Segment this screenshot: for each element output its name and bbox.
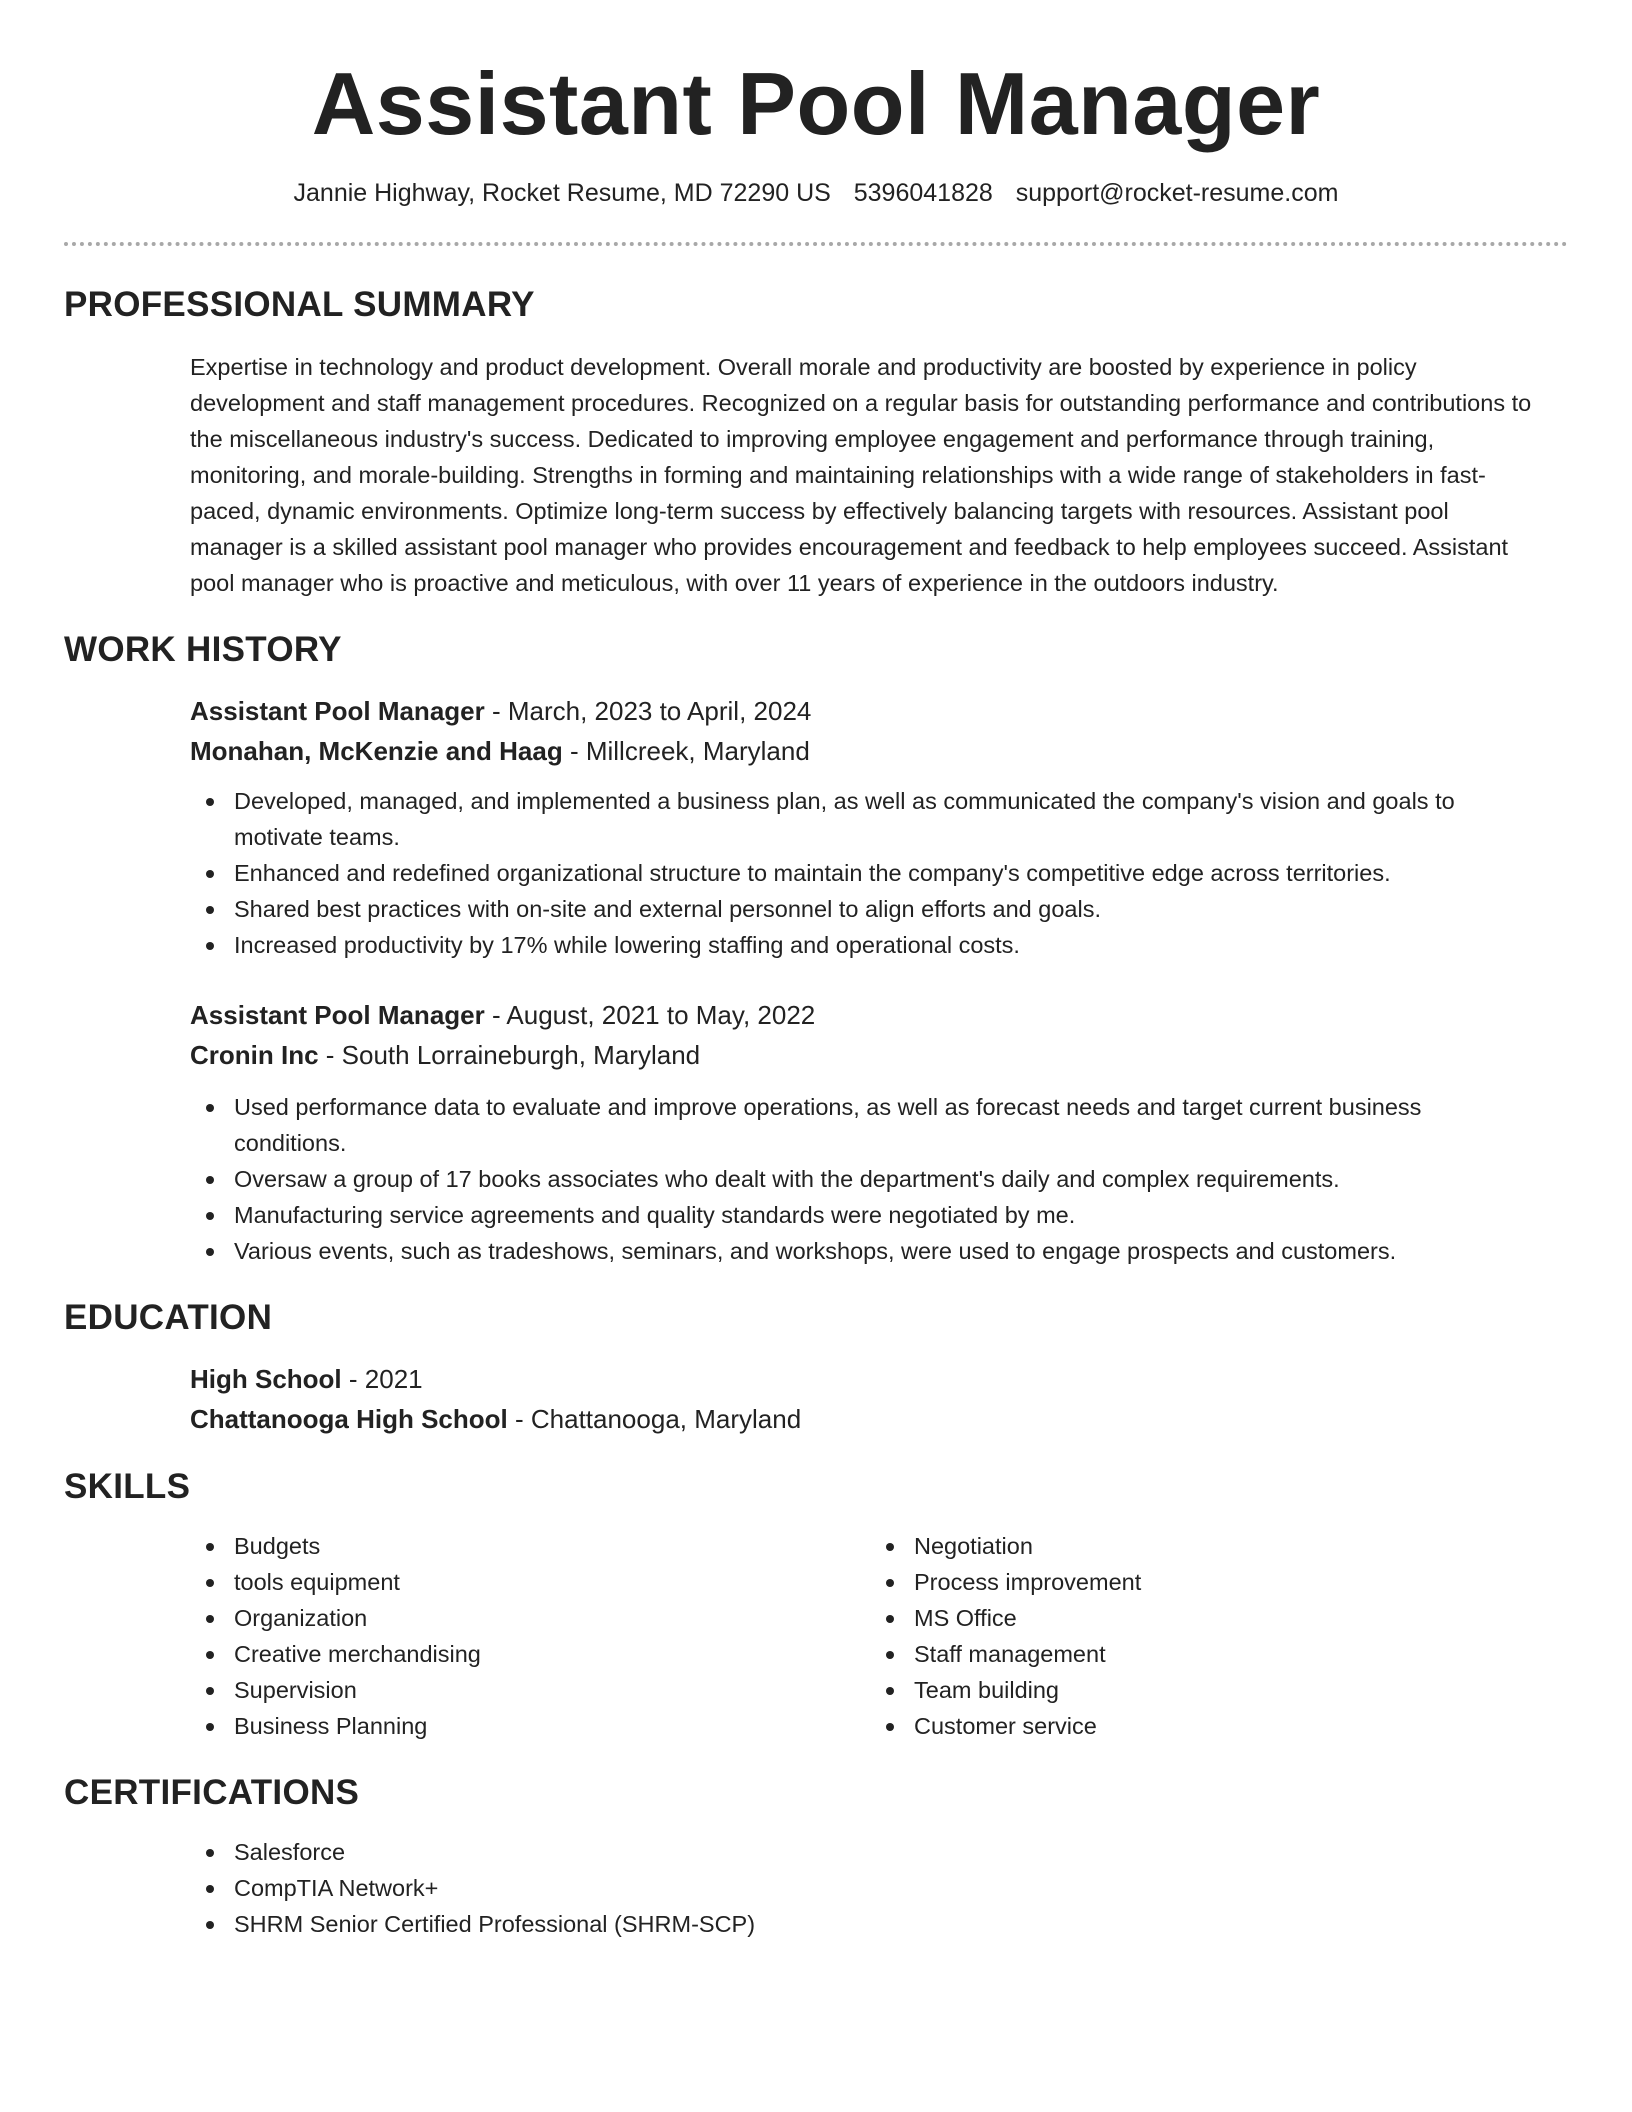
list-item: Staff management: [870, 1636, 1540, 1672]
summary-text: Expertise in technology and product development. Overall morale and productivity are boosted by experience in policy development and staff management procedures. Recognized on a regular basis for outstanding performance and contributions to the miscellaneous industry's success. Dedicated to improving employee engagement and performance through training, monitoring, and morale-building. Strengths in forming and maintaining relationships with a wide range of stakeholders in fast-paced, dynamic environments. Optimize long-term success by effectively balancing targets with resources. Assistant pool manager is a skilled assistant pool manager who provides encouragement and feedback to help employees succeed. Assistant pool manager who is proactive and meticulous, with over 11 years of experience in the outdoors industry.: [190, 354, 1532, 596]
education-school-line: [190, 1399, 1540, 1439]
job-entry: [190, 995, 1540, 1269]
job-company: Monahan, McKenzie and Haag: [190, 736, 563, 766]
list-item: Organization: [190, 1600, 870, 1636]
list-item: Developed, managed, and implemented a business plan, as well as communicated the company's vision and goals to motivate teams.: [190, 783, 1540, 855]
list-item: Supervision: [190, 1672, 870, 1708]
education-degree: High School: [190, 1364, 342, 1394]
list-item: tools equipment: [190, 1564, 870, 1600]
job-bullets: [190, 783, 1540, 963]
list-item: CompTIA Network+: [190, 1870, 1540, 1906]
contact-email: support@rocket-resume.com: [1015, 179, 1339, 207]
education-school: Chattanooga High School: [190, 1404, 508, 1434]
summary-heading: PROFESSIONAL SUMMARY: [64, 285, 535, 324]
summary-section: [64, 349, 1568, 601]
job-role: Assistant Pool Manager: [190, 1000, 485, 1030]
list-item: Business Planning: [190, 1708, 870, 1744]
list-item: Used performance data to evaluate and improve operations, as well as forecast needs and target current business conditions.: [190, 1089, 1540, 1161]
list-item: Shared best practices with on-site and external personnel to align efforts and goals.: [190, 891, 1540, 927]
certifications-section: [64, 1834, 1568, 1942]
list-item: SHRM Senior Certified Professional (SHRM-SCP): [190, 1906, 1540, 1942]
contact-phone: 5396041828: [853, 179, 993, 207]
list-item: Manufacturing service agreements and quality standards were negotiated by me.: [190, 1197, 1540, 1233]
certifications-heading: CERTIFICATIONS: [64, 1773, 360, 1812]
job-bullets: [190, 1089, 1540, 1269]
job-entry: [190, 691, 1540, 963]
education-location: - Chattanooga, Maryland: [507, 1404, 802, 1434]
job-company-line: [190, 1035, 1540, 1075]
header-divider: [64, 242, 1568, 246]
skills-heading: SKILLS: [64, 1467, 191, 1506]
job-title-line: [190, 691, 1540, 731]
work-history-section: [64, 691, 1568, 1269]
work-history-heading: WORK HISTORY: [64, 630, 342, 669]
list-item: Enhanced and redefined organizational structure to maintain the company's competitive edge across territories.: [190, 855, 1540, 891]
list-item: Various events, such as tradeshows, seminars, and workshops, were used to engage prospects and customers.: [190, 1233, 1540, 1269]
list-item: Salesforce: [190, 1834, 1540, 1870]
job-role: Assistant Pool Manager: [190, 696, 485, 726]
candidate-name: Assistant Pool Manager: [311, 54, 1321, 153]
list-item: Team building: [870, 1672, 1540, 1708]
education-degree-line: [190, 1359, 1540, 1399]
list-item: MS Office: [870, 1600, 1540, 1636]
job-company: Cronin Inc: [190, 1040, 319, 1070]
list-item: Budgets: [190, 1528, 870, 1564]
skills-left-column: [190, 1528, 870, 1744]
education-heading: EDUCATION: [64, 1298, 273, 1337]
list-item: Customer service: [870, 1708, 1540, 1744]
skills-section: [64, 1528, 1568, 1744]
list-item: Oversaw a group of 17 books associates who dealt with the department's daily and complex requirements.: [190, 1161, 1540, 1197]
job-title-line: [190, 995, 1540, 1035]
job-company-line: [190, 731, 1540, 771]
list-item: Process improvement: [870, 1564, 1540, 1600]
list-item: Increased productivity by 17% while lowering staffing and operational costs.: [190, 927, 1540, 963]
job-location: - Millcreek, Maryland: [562, 736, 810, 766]
list-item: Negotiation: [870, 1528, 1540, 1564]
contact-address: Jannie Highway, Rocket Resume, MD 72290 US: [293, 179, 831, 207]
job-dates: - March, 2023 to April, 2024: [484, 696, 812, 726]
skills-right-column: [870, 1528, 1540, 1744]
education-year: - 2021: [341, 1364, 423, 1394]
certifications-list: [190, 1834, 1540, 1942]
contact-info: [64, 177, 1568, 209]
education-section: [64, 1359, 1568, 1439]
skills-grid: [190, 1528, 1540, 1744]
job-dates: - August, 2021 to May, 2022: [484, 1000, 816, 1030]
list-item: Creative merchandising: [190, 1636, 870, 1672]
job-location: - South Lorraineburgh, Maryland: [318, 1040, 701, 1070]
